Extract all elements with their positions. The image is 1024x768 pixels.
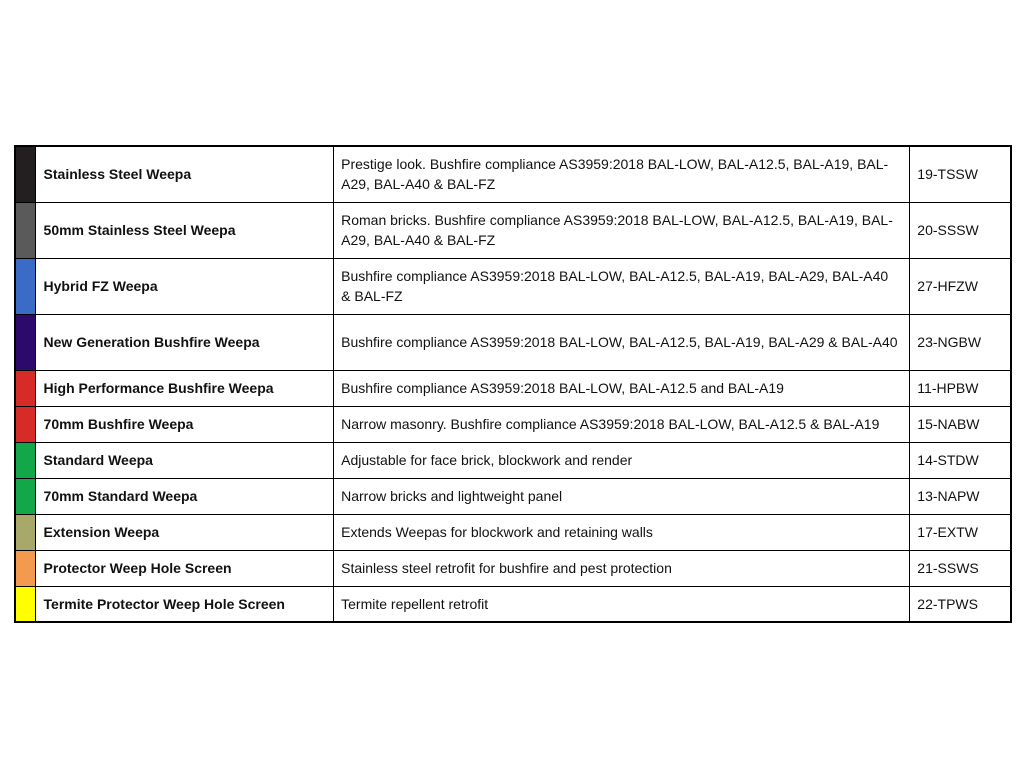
color-swatch — [15, 586, 35, 622]
color-swatch — [15, 550, 35, 586]
color-swatch — [15, 202, 35, 258]
product-description: Adjustable for face brick, blockwork and render — [334, 442, 910, 478]
product-name: Protector Weep Hole Screen — [35, 550, 334, 586]
product-code: 19-TSSW — [910, 146, 1011, 202]
color-swatch — [15, 370, 35, 406]
table-row — [15, 478, 1011, 514]
product-name: 50mm Stainless Steel Weepa — [35, 202, 334, 258]
color-swatch — [15, 442, 35, 478]
color-swatch — [15, 314, 35, 370]
table-row — [15, 586, 1011, 622]
table-row — [15, 258, 1011, 314]
product-description: Narrow bricks and lightweight panel — [334, 478, 910, 514]
product-code: 17-EXTW — [910, 514, 1011, 550]
color-swatch — [15, 258, 35, 314]
product-description: Termite repellent retrofit — [334, 586, 910, 622]
product-name: Termite Protector Weep Hole Screen — [35, 586, 334, 622]
product-description: Bushfire compliance AS3959:2018 BAL-LOW, BAL-A12.5, BAL-A19, BAL-A29, BAL-A40 & BAL-FZ — [334, 258, 910, 314]
table-row — [15, 202, 1011, 258]
color-swatch — [15, 514, 35, 550]
product-name: Standard Weepa — [35, 442, 334, 478]
table-row — [15, 406, 1011, 442]
product-name: 70mm Standard Weepa — [35, 478, 334, 514]
color-swatch — [15, 406, 35, 442]
table-row — [15, 514, 1011, 550]
product-name: 70mm Bushfire Weepa — [35, 406, 334, 442]
product-name: Stainless Steel Weepa — [35, 146, 334, 202]
color-swatch — [15, 146, 35, 202]
product-description: Narrow masonry. Bushfire compliance AS3959:2018 BAL-LOW, BAL-A12.5 & BAL-A19 — [334, 406, 910, 442]
product-name: New Generation Bushfire Weepa — [35, 314, 334, 370]
product-description: Bushfire compliance AS3959:2018 BAL-LOW, BAL-A12.5 and BAL-A19 — [334, 370, 910, 406]
table-row — [15, 550, 1011, 586]
product-code: 14-STDW — [910, 442, 1011, 478]
product-code: 11-HPBW — [910, 370, 1011, 406]
product-code: 20-SSSW — [910, 202, 1011, 258]
product-code: 21-SSWS — [910, 550, 1011, 586]
product-code: 27-HFZW — [910, 258, 1011, 314]
product-description: Prestige look. Bushfire compliance AS3959:2018 BAL-LOW, BAL-A12.5, BAL-A19, BAL-A29, BAL-A40 & BAL-FZ — [334, 146, 910, 202]
table-row — [15, 314, 1011, 370]
product-name: Hybrid FZ Weepa — [35, 258, 334, 314]
product-code: 13-NAPW — [910, 478, 1011, 514]
product-code: 22-TPWS — [910, 586, 1011, 622]
product-description: Roman bricks. Bushfire compliance AS3959:2018 BAL-LOW, BAL-A12.5, BAL-A19, BAL-A29, BAL-A40 & BAL-FZ — [334, 202, 910, 258]
table-row — [15, 370, 1011, 406]
product-code: 23-NGBW — [910, 314, 1011, 370]
product-description: Bushfire compliance AS3959:2018 BAL-LOW, BAL-A12.5, BAL-A19, BAL-A29 & BAL-A40 — [334, 314, 910, 370]
product-description: Extends Weepas for blockwork and retaining walls — [334, 514, 910, 550]
product-description: Stainless steel retrofit for bushfire and pest protection — [334, 550, 910, 586]
table-row — [15, 146, 1011, 202]
product-name: Extension Weepa — [35, 514, 334, 550]
table-row — [15, 442, 1011, 478]
color-swatch — [15, 478, 35, 514]
product-table — [14, 145, 1012, 623]
product-code: 15-NABW — [910, 406, 1011, 442]
product-name: High Performance Bushfire Weepa — [35, 370, 334, 406]
